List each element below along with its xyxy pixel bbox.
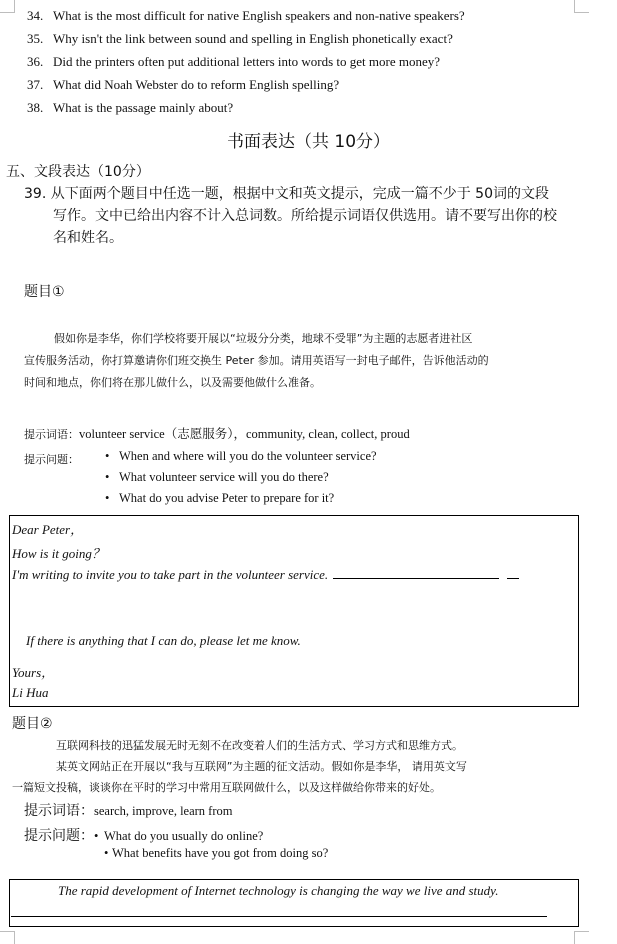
- page-corner-mark: [0, 931, 15, 944]
- question-number: 37.: [27, 77, 44, 92]
- q39-instruction-line: 名和姓名。: [53, 230, 123, 246]
- topic-2-prompt-line: 一篇短文投稿，谈谈你在平时的学习中常用互联网做什么，以及这样做给你带来的好处。: [12, 781, 441, 794]
- q39-instruction-line: 写作。文中已给出内容不计入总词数。所给提示词语仅供选用。请不要写出你的校: [53, 208, 557, 224]
- topic-2-prompt-line: 某英文网站正在开展以“我与互联网”为主题的征文活动。假如你是李华， 请用英文写: [56, 760, 467, 773]
- bullet-icon: •: [105, 491, 110, 505]
- topic-1-prompt-line: 时间和地点，你们将在那儿做什么，以及需要他做什么准备。: [24, 376, 321, 389]
- hint-words-text: search, improve, learn from: [94, 804, 233, 818]
- letter-signature: Li Hua: [12, 685, 49, 700]
- topic-2-prompt-line: 互联网科技的迅猛发展无时无刻不在改变着人们的生活方式、学习方式和思维方式。: [56, 739, 463, 752]
- question-36: [27, 54, 440, 70]
- hint-question-text: When and where will you do the volunteer service?: [119, 449, 377, 463]
- topic-1-hint-questions-label: 提示问题：: [24, 453, 79, 466]
- question-37: [27, 77, 339, 93]
- hint-question-text: What benefits have you got from doing so?: [112, 846, 329, 860]
- hint-question-text: What do you advise Peter to prepare for it?: [119, 491, 335, 505]
- q39-instruction-line: 39. 从下面两个题目中任选一题，根据中文和英文提示，完成一篇不少于 50词的文段: [24, 186, 549, 202]
- topic-1-title: 题目①: [24, 284, 65, 300]
- topic-1-hint-words: [24, 424, 410, 442]
- answer-blank-line[interactable]: [333, 566, 499, 579]
- question-number: 35.: [27, 31, 44, 46]
- page-corner-mark: [574, 0, 589, 13]
- hint-question-text: What do you usually do online?: [104, 829, 264, 843]
- question-text: Why isn't the link between sound and spelling in English phonetically exact?: [53, 31, 453, 46]
- topic-2-title: 题目②: [12, 716, 53, 732]
- letter-closing-line: If there is anything that I can do, please let me know.: [26, 633, 301, 648]
- answer-blank-line[interactable]: [507, 566, 519, 579]
- page-corner-mark: [0, 0, 15, 13]
- letter-greeting: Dear Peter，: [12, 522, 84, 537]
- hint-question-item: [104, 846, 328, 861]
- question-34: [27, 8, 465, 24]
- hint-words-label: 提示词语：: [24, 803, 94, 819]
- bullet-icon: •: [94, 829, 99, 843]
- hint-question-item: [105, 449, 377, 464]
- letter-opening-text: I'm writing to invite you to take part in the volunteer service.: [12, 567, 329, 582]
- bullet-icon: •: [105, 449, 110, 463]
- question-text: What is the most difficult for native English speakers and non-native speakers?: [53, 8, 465, 23]
- letter-sign-off: Yours，: [12, 665, 55, 680]
- question-number: 34.: [27, 8, 44, 23]
- question-text: What is the passage mainly about?: [53, 100, 234, 115]
- answer-blank-line[interactable]: [11, 915, 547, 917]
- question-number: 36.: [27, 54, 44, 69]
- letter-line: How is it going？: [12, 546, 105, 561]
- question-text: What did Noah Webster do to reform English spelling?: [53, 77, 340, 92]
- topic-1-prompt-line: 假如你是李华，你们学校将要开展以“垃圾分分类，地球不受罪”为主题的志愿者进社区: [54, 332, 473, 345]
- question-number: 38.: [27, 100, 44, 115]
- hint-question-text: What volunteer service will you do there?: [119, 470, 329, 484]
- hint-questions-label: 提示问题：: [24, 828, 94, 844]
- hint-words-label: 提示词语：: [24, 428, 79, 441]
- topic-2-hint-words: [24, 800, 232, 820]
- topic-1-prompt-line: 宣传服务活动，你打算邀请你们班交换生 Peter 参加。请用英语写一封电子邮件，告诉他活动的: [24, 354, 489, 367]
- hint-question-item: [105, 470, 329, 485]
- bullet-icon: •: [105, 470, 110, 484]
- letter-opening-line: [12, 566, 519, 583]
- essay-opening-line: The rapid development of Internet technology is changing the way we live and study.: [58, 883, 499, 898]
- topic-2-hint-questions: [24, 825, 263, 845]
- hint-question-item: [105, 491, 334, 506]
- section-title: 书面表达（共 10分）: [226, 132, 391, 152]
- question-35: [27, 31, 453, 47]
- page-corner-mark: [574, 931, 589, 944]
- question-38: [27, 100, 233, 116]
- hint-words-text: volunteer service（志愿服务），community, clean, collect, proud: [79, 427, 410, 441]
- bullet-icon: •: [104, 846, 109, 860]
- question-text: Did the printers often put additional letters into words to get more money?: [53, 54, 441, 69]
- part-five-heading: 五、文段表达（10分）: [6, 164, 150, 180]
